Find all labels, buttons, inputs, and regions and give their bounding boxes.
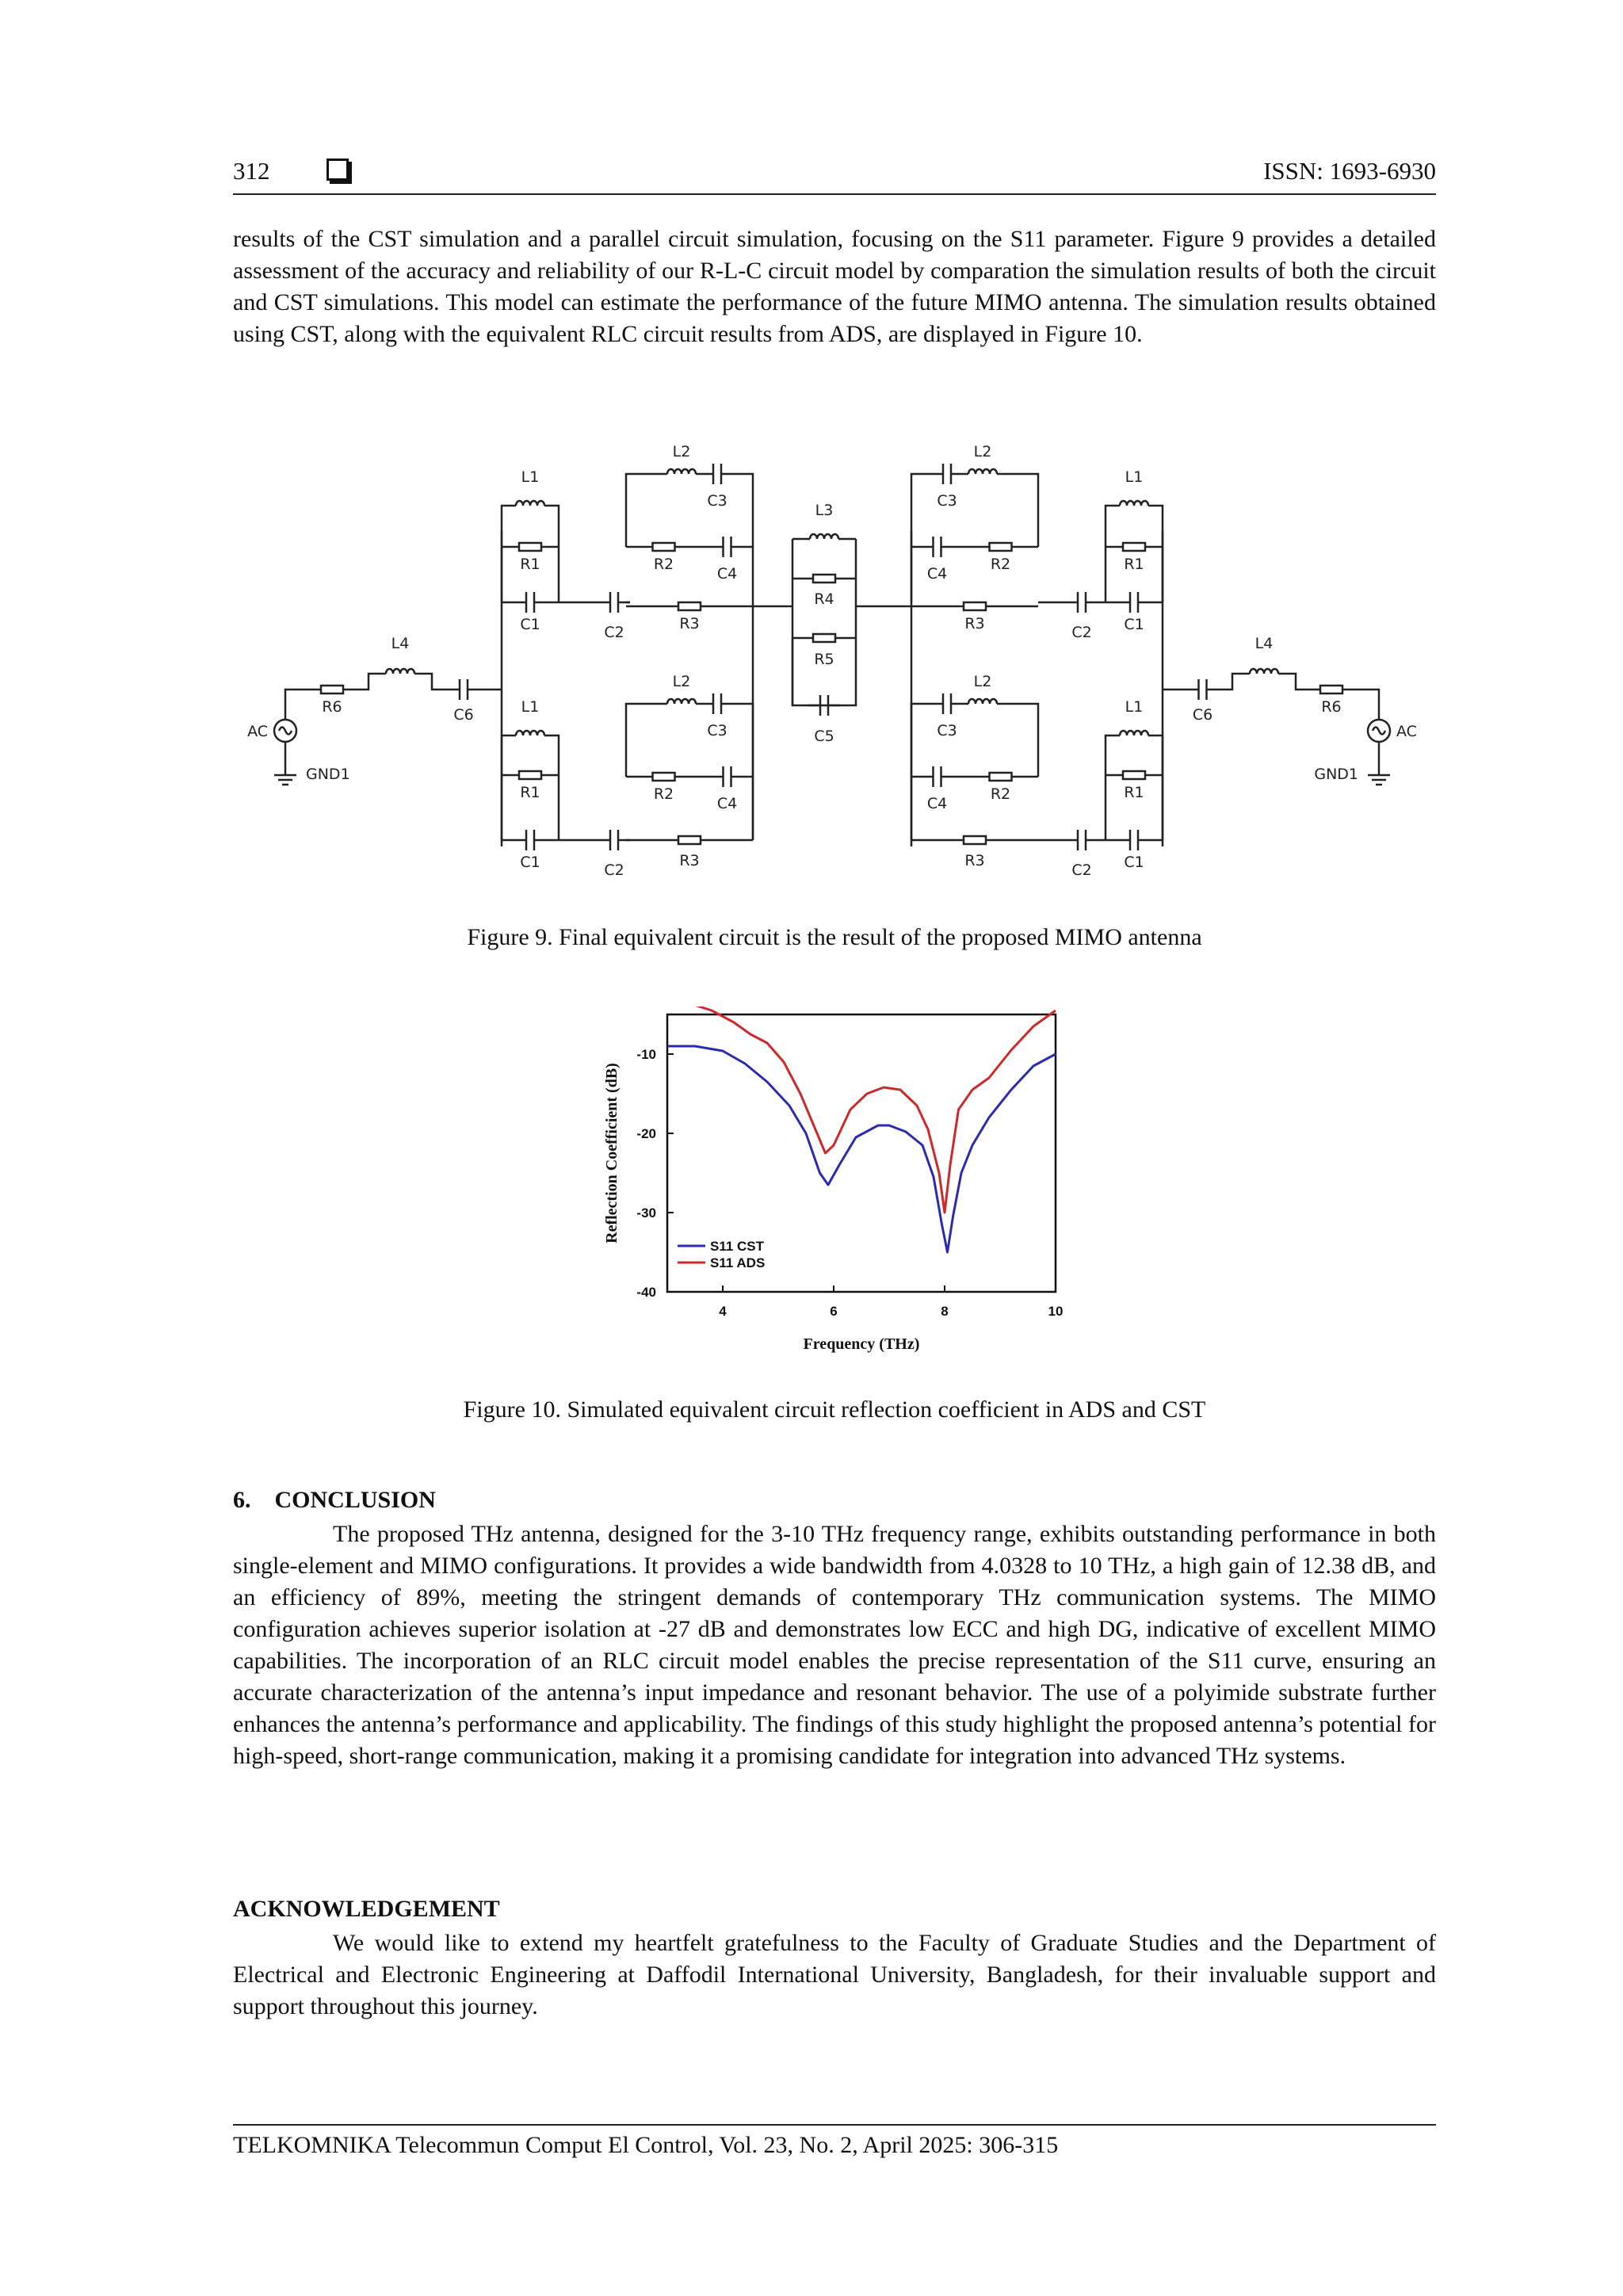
component-label-gnd1: GND1 — [1314, 766, 1358, 783]
circuit-wire — [502, 506, 516, 602]
component-label-l2: L2 — [973, 673, 992, 690]
y-tick-label: -20 — [636, 1126, 656, 1141]
reflection-chart — [579, 1007, 1086, 1371]
circuit-wire — [626, 474, 666, 547]
component-label-r1: R1 — [520, 784, 540, 801]
component-label-r2: R2 — [653, 556, 674, 573]
resistor-r3 — [678, 602, 701, 610]
resistor-r6 — [1320, 686, 1342, 693]
resistor-r6 — [321, 686, 343, 693]
component-label-c4: C4 — [926, 795, 948, 812]
component-label-l1: L1 — [1125, 698, 1144, 716]
component-label-l2: L2 — [672, 673, 691, 690]
x-tick-label: 8 — [941, 1304, 949, 1319]
component-label-c4: C4 — [716, 795, 738, 812]
inductor-l1 — [1120, 731, 1148, 735]
circuit-wire — [792, 539, 856, 705]
component-label-c3: C3 — [707, 492, 727, 510]
inductor-l1 — [516, 731, 544, 735]
page-number: 312 — [233, 157, 270, 185]
resistor-r3 — [678, 836, 701, 844]
series-line-s11-ads — [667, 1007, 1056, 1213]
component-label-c5: C5 — [814, 728, 834, 745]
checkbox-square-icon — [327, 159, 349, 181]
legend-label-cst: S11 CST — [710, 1239, 765, 1254]
component-label-l4: L4 — [1254, 635, 1274, 652]
component-label-c3: C3 — [707, 722, 727, 739]
component-label-gnd1: GND1 — [306, 766, 350, 783]
component-label-l4: L4 — [391, 635, 410, 652]
page-header — [233, 152, 1436, 195]
x-tick-label: 6 — [830, 1304, 838, 1319]
component-label-l2: L2 — [672, 443, 691, 460]
circuit-wire — [1148, 735, 1163, 840]
issn: ISSN: 1693-6930 — [1263, 157, 1436, 185]
x-tick-label: 4 — [719, 1304, 727, 1319]
circuit-wire — [999, 704, 1038, 777]
resistor-r1 — [1123, 543, 1145, 551]
circuit-wire — [1220, 674, 1244, 690]
resistor-r5 — [813, 634, 835, 642]
inductor-l4 — [386, 669, 414, 674]
acknowledgement-text: We would like to extend my heartfelt gratefulness to the Faculty of Graduate Studies and the Department of Electrical and Electronic Engineering at Daffodil International University, Bangladesh, for their invaluable support and support throughout this journey. — [233, 1930, 1436, 2019]
y-axis-label: Reflection Coefficient (dB) — [603, 1063, 621, 1244]
component-label-c2: C2 — [604, 861, 624, 879]
resistor-r3 — [964, 836, 986, 844]
circuit-wire — [626, 704, 666, 777]
page-footer — [233, 2124, 1436, 2159]
component-label-r6: R6 — [322, 698, 342, 716]
conclusion-text: The proposed THz antenna, designed for the 3-10 THz frequency range, exhibits outstanding performance in both single-element and MIMO configurations. It provides a wide bandwidth from 4.0328 to 10 THz, a high gain of 12.38 dB, and an efficiency of 89%, meeting the stringent demands of contemporary THz communication systems. The MIMO configuration achieves superior isolation at -27 dB and demonstrates low ECC and high DG, indicative of excellent MIMO capabilities. The incorporation of an RLC circuit model enables the precise representation of the S11 curve, ensuring an accurate characterization of the antenna’s input impedance and resonant behavior. The use of a polyimide substrate further enhances the antenna’s performance and applicability. The findings of this study highlight the proposed antenna’s potential for high-speed, short-range communication, making it a promising candidate for integration into advanced THz systems. — [233, 1521, 1436, 1769]
component-label-l3: L3 — [815, 502, 834, 519]
series-line-s11-cst — [667, 1046, 1056, 1252]
circuit-wire — [544, 506, 559, 602]
resistor-r3 — [964, 602, 986, 610]
component-label-l1: L1 — [521, 468, 540, 486]
component-label-r4: R4 — [814, 590, 834, 608]
component-label-c4: C4 — [926, 565, 948, 583]
y-tick-label: -10 — [636, 1047, 656, 1062]
circuit-wire — [999, 474, 1038, 547]
figure10-caption: Figure 10. Simulated equivalent circuit reflection coefficient in ADS and CST — [463, 1396, 1206, 1423]
inductor-l2 — [968, 469, 997, 474]
circuit-wire — [355, 674, 380, 690]
component-label-r2: R2 — [653, 785, 674, 803]
inductor-l2 — [667, 469, 696, 474]
circuit-wire — [1355, 690, 1379, 720]
inductor-l3 — [810, 534, 838, 539]
circuit-diagram — [238, 436, 1426, 892]
circuit-wire — [420, 674, 445, 690]
component-label-c1: C1 — [1124, 616, 1144, 633]
y-tick-label: -30 — [636, 1205, 656, 1221]
component-label-r1: R1 — [520, 556, 540, 573]
legend — [678, 1239, 765, 1270]
acknowledgement-heading: ACKNOWLEDGEMENT — [233, 1896, 500, 1922]
inductor-l4 — [1250, 669, 1278, 674]
component-label-r3: R3 — [679, 615, 700, 632]
component-label-r6: R6 — [1321, 698, 1342, 716]
legend-label-ads: S11 ADS — [710, 1255, 766, 1270]
circuit-wire — [285, 690, 309, 720]
inductor-l2 — [968, 699, 997, 704]
resistor-r4 — [813, 575, 835, 583]
component-label-c2: C2 — [1071, 624, 1092, 641]
component-label-c4: C4 — [716, 565, 738, 583]
component-label-r1: R1 — [1124, 556, 1144, 573]
resistor-r1 — [1123, 771, 1145, 779]
circuit-wire — [1106, 506, 1120, 602]
circuit-wire — [1148, 506, 1163, 602]
resistor-r1 — [519, 771, 541, 779]
inductor-l2 — [667, 699, 696, 704]
footer-text: TELKOMNIKA Telecommun Comput El Control, Vol. 23, No. 2, April 2025: 306-315 — [233, 2132, 1059, 2158]
component-label-c1: C1 — [520, 616, 540, 633]
component-label-c3: C3 — [937, 722, 957, 739]
inductor-l1 — [516, 501, 544, 506]
resistor-r2 — [990, 773, 1012, 781]
component-label-r1: R1 — [1124, 784, 1144, 801]
component-label-r2: R2 — [990, 556, 1011, 573]
component-label-c6: C6 — [453, 706, 474, 724]
component-label-ac: AC — [247, 723, 268, 740]
intro-paragraph: results of the CST simulation and a parallel circuit simulation, focusing on the S11 parameter. Figure 9 provides a detailed assessment of the accuracy and reliability of our R-L-C circuit model by comparation the simulation results of both the circuit and CST simulations. This model can estimate the performance of the future MIMO antenna. The simulation results obtained using CST, along with the equivalent RLC circuit results from ADS, are displayed in Figure 10. — [233, 226, 1436, 347]
component-label-l1: L1 — [521, 698, 540, 716]
component-label-r3: R3 — [679, 852, 700, 869]
conclusion-heading: 6. CONCLUSION — [233, 1487, 436, 1513]
x-tick-label: 10 — [1048, 1304, 1064, 1319]
component-label-c2: C2 — [604, 624, 624, 641]
resistor-r2 — [990, 543, 1012, 551]
circuit-wire — [544, 735, 559, 840]
component-label-c1: C1 — [1124, 854, 1144, 871]
y-tick-label: -40 — [636, 1285, 656, 1300]
component-label-c1: C1 — [520, 854, 540, 871]
circuit-wire — [1106, 735, 1120, 840]
x-axis-label: Frequency (THz) — [803, 1335, 920, 1353]
component-label-c2: C2 — [1071, 861, 1092, 879]
figure9-caption: Figure 9. Final equivalent circuit is the result of the proposed MIMO antenna — [467, 924, 1202, 950]
resistor-r2 — [653, 773, 675, 781]
circuit-wire — [1284, 674, 1308, 690]
inductor-l1 — [1120, 501, 1148, 506]
component-label-c6: C6 — [1192, 706, 1213, 724]
circuit-wire — [502, 735, 516, 840]
component-label-l2: L2 — [973, 443, 992, 460]
component-label-r3: R3 — [964, 615, 985, 632]
component-label-r3: R3 — [964, 852, 985, 869]
component-label-r2: R2 — [990, 785, 1011, 803]
component-label-ac: AC — [1396, 723, 1417, 740]
component-label-c3: C3 — [937, 492, 957, 510]
component-label-l1: L1 — [1125, 468, 1144, 486]
resistor-r1 — [519, 543, 541, 551]
resistor-r2 — [653, 543, 675, 551]
component-label-r5: R5 — [814, 651, 834, 668]
